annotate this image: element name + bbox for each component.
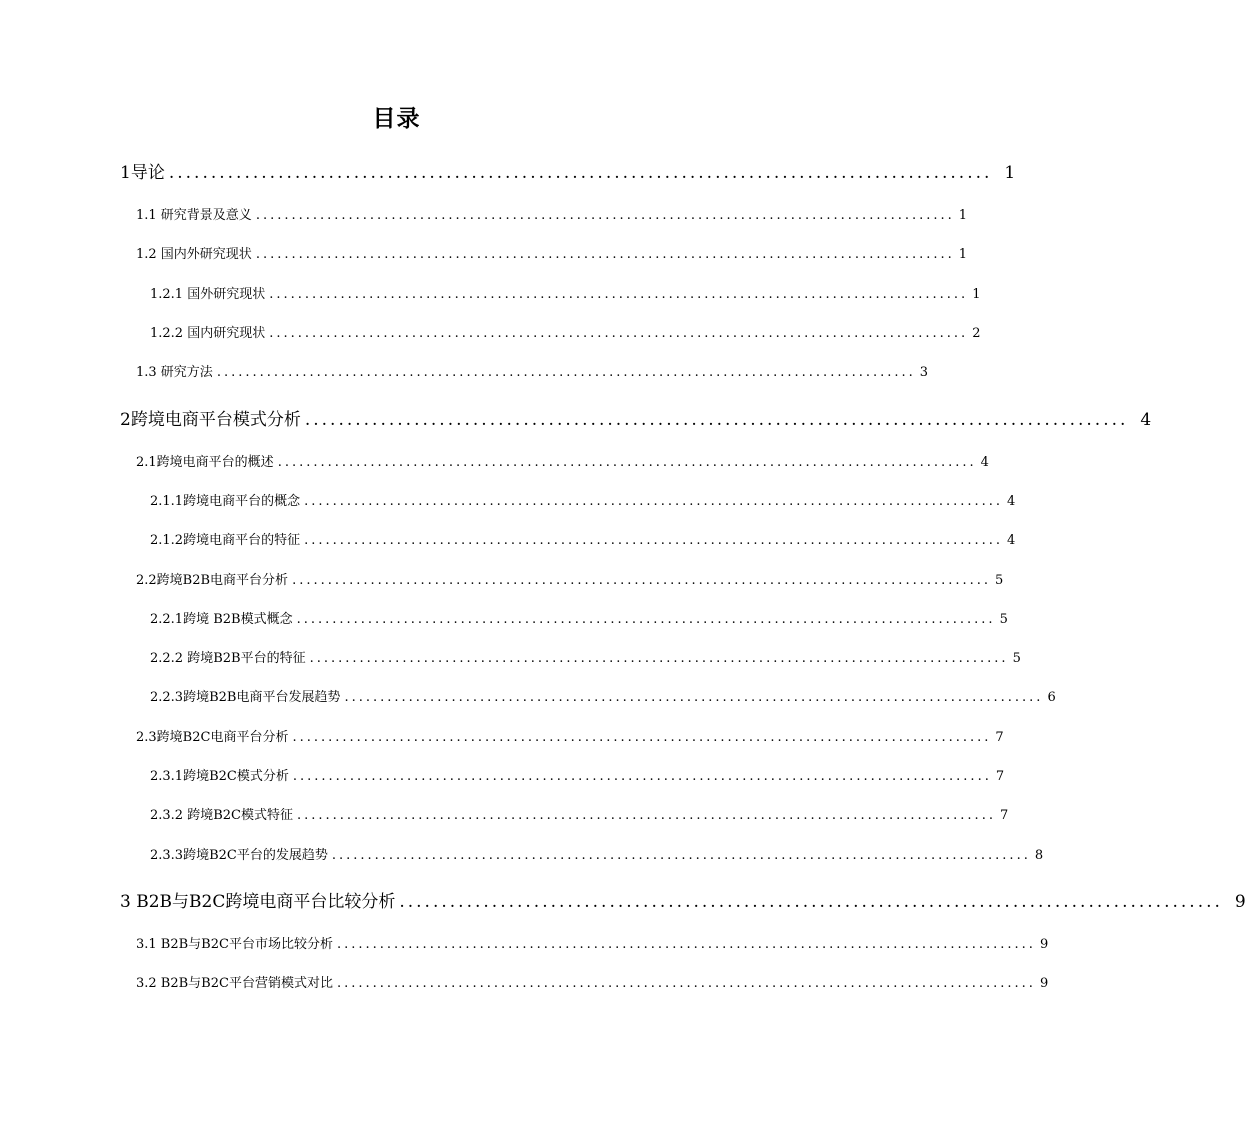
- toc-entry-label: 2.2.3跨境B2B电商平台发展趋势: [150, 690, 341, 705]
- toc-entry-label: 2.1跨境电商平台的概述: [136, 455, 274, 470]
- dot-leader: ..................................................................................................: [255, 247, 955, 262]
- toc-page-number: 1: [958, 208, 968, 223]
- toc-entry-label: 2.2.1跨境 B2B模式概念: [150, 612, 293, 627]
- toc-entry-label: 2.3跨境B2C电商平台分析: [136, 730, 289, 745]
- toc-entry-label: 2.2.2 跨境B2B平台的特征: [150, 651, 306, 666]
- toc-page-number: 7: [995, 730, 1004, 745]
- toc-entry-1[interactable]: [120, 158, 1016, 183]
- toc-page-number: 9: [1234, 892, 1246, 912]
- toc-entry-label: 1.1 研究背景及意义: [136, 208, 252, 223]
- toc-entry-3[interactable]: [120, 887, 1246, 912]
- toc-entry-label: 3.1 B2B与B2C平台市场比较分析: [136, 937, 333, 952]
- toc-entry-label: 1.2 国内外研究现状: [136, 247, 252, 262]
- toc-entry-2-3[interactable]: [136, 726, 1004, 745]
- dot-leader: ..................................................................................................: [269, 326, 969, 341]
- toc-page-number: 4: [1140, 410, 1152, 430]
- dot-leader: ..................................................................................................: [336, 976, 1036, 991]
- dot-leader: ..................................................................................................: [168, 163, 993, 183]
- toc-entry-2[interactable]: [120, 405, 1152, 430]
- dot-leader: ..................................................................................................: [216, 365, 916, 380]
- toc-entry-1-2[interactable]: [136, 243, 968, 262]
- toc-page-number: 9: [1039, 937, 1049, 952]
- toc-page-number: 4: [1007, 494, 1016, 509]
- toc-entry-label: 2.3.2 跨境B2C模式特征: [150, 808, 293, 823]
- toc-entry-2-1-1[interactable]: [150, 490, 1016, 509]
- toc-page-number: 5: [1012, 651, 1021, 666]
- dot-leader: ..................................................................................................: [336, 937, 1036, 952]
- dot-leader: ..................................................................................................: [296, 808, 996, 823]
- toc-entry-label: 1.3 研究方法: [136, 365, 213, 380]
- toc-page-number: 8: [1034, 848, 1044, 863]
- toc-entry-label: 2.2跨境B2B电商平台分析: [136, 573, 289, 588]
- toc-page-number: 7: [995, 769, 1005, 784]
- toc-entry-2-2[interactable]: [136, 569, 1004, 588]
- toc-entry-label: 2.1.2跨境电商平台的特征: [150, 533, 301, 548]
- toc-entry-label: 1导论: [120, 163, 165, 183]
- toc-entry-1-1[interactable]: [136, 204, 968, 223]
- toc-entry-1-3[interactable]: [136, 361, 929, 380]
- toc-entry-label: 2.1.1跨境电商平台的概念: [150, 494, 301, 509]
- toc-entry-2-3-1[interactable]: [150, 765, 1005, 784]
- dot-leader: ..................................................................................................: [304, 410, 1129, 430]
- toc-page-number: 6: [1047, 690, 1056, 705]
- toc-entry-label: 3.2 B2B与B2C平台营销模式对比: [136, 976, 333, 991]
- toc-page-number: 7: [999, 808, 1009, 823]
- dot-leader: ..................................................................................................: [292, 769, 992, 784]
- toc-page-number: 4: [1007, 533, 1016, 548]
- toc-entry-2-3-3[interactable]: [150, 844, 1044, 863]
- toc-page-number: 1: [958, 247, 968, 262]
- toc-entry-label: 2跨境电商平台模式分析: [120, 410, 301, 430]
- toc-entry-2-2-3[interactable]: [150, 686, 1056, 705]
- toc-entry-1-2-2[interactable]: [150, 322, 981, 341]
- toc-page-number: 2: [972, 326, 981, 341]
- toc-page-number: 1: [972, 287, 981, 302]
- toc-entry-2-2-2[interactable]: [150, 647, 1021, 666]
- toc-page-number: 5: [999, 612, 1008, 627]
- toc-entry-label: 3 B2B与B2C跨境电商平台比较分析: [120, 892, 396, 912]
- toc-entry-label: 1.2.1 国外研究现状: [150, 287, 266, 302]
- toc-page-number: 4: [980, 455, 989, 470]
- dot-leader: ..................................................................................................: [269, 287, 969, 302]
- dot-leader: ..................................................................................................: [331, 848, 1031, 863]
- toc-entry-2-3-2[interactable]: [150, 804, 1009, 823]
- toc-entry-2-1[interactable]: [136, 451, 989, 470]
- dot-leader: ..................................................................................................: [292, 730, 992, 745]
- toc-entry-2-2-1[interactable]: [150, 608, 1008, 627]
- toc-page-number: 1: [1004, 163, 1016, 183]
- dot-leader: ..................................................................................................: [309, 651, 1009, 666]
- dot-leader: ..................................................................................................: [304, 494, 1004, 509]
- toc-page-number: 3: [919, 365, 929, 380]
- toc-entry-3-1[interactable]: [136, 933, 1049, 952]
- page-title: 目录: [372, 106, 421, 132]
- toc-entry-label: 2.3.1跨境B2C模式分析: [150, 769, 289, 784]
- toc-entry-label: 2.3.3跨境B2C平台的发展趋势: [150, 848, 328, 863]
- toc-entry-1-2-1[interactable]: [150, 283, 981, 302]
- dot-leader: ..................................................................................................: [292, 573, 992, 588]
- toc-page-number: 5: [995, 573, 1004, 588]
- toc-page-number: 9: [1039, 976, 1049, 991]
- dot-leader: ..................................................................................................: [304, 533, 1004, 548]
- dot-leader: ..................................................................................................: [277, 455, 977, 470]
- dot-leader: ..................................................................................................: [255, 208, 955, 223]
- toc-entry-2-1-2[interactable]: [150, 529, 1016, 548]
- dot-leader: ..................................................................................................: [296, 612, 996, 627]
- dot-leader: ..................................................................................................: [399, 892, 1223, 912]
- dot-leader: ..................................................................................................: [344, 690, 1044, 705]
- toc-entry-3-2[interactable]: [136, 972, 1049, 991]
- toc-entry-label: 1.2.2 国内研究现状: [150, 326, 266, 341]
